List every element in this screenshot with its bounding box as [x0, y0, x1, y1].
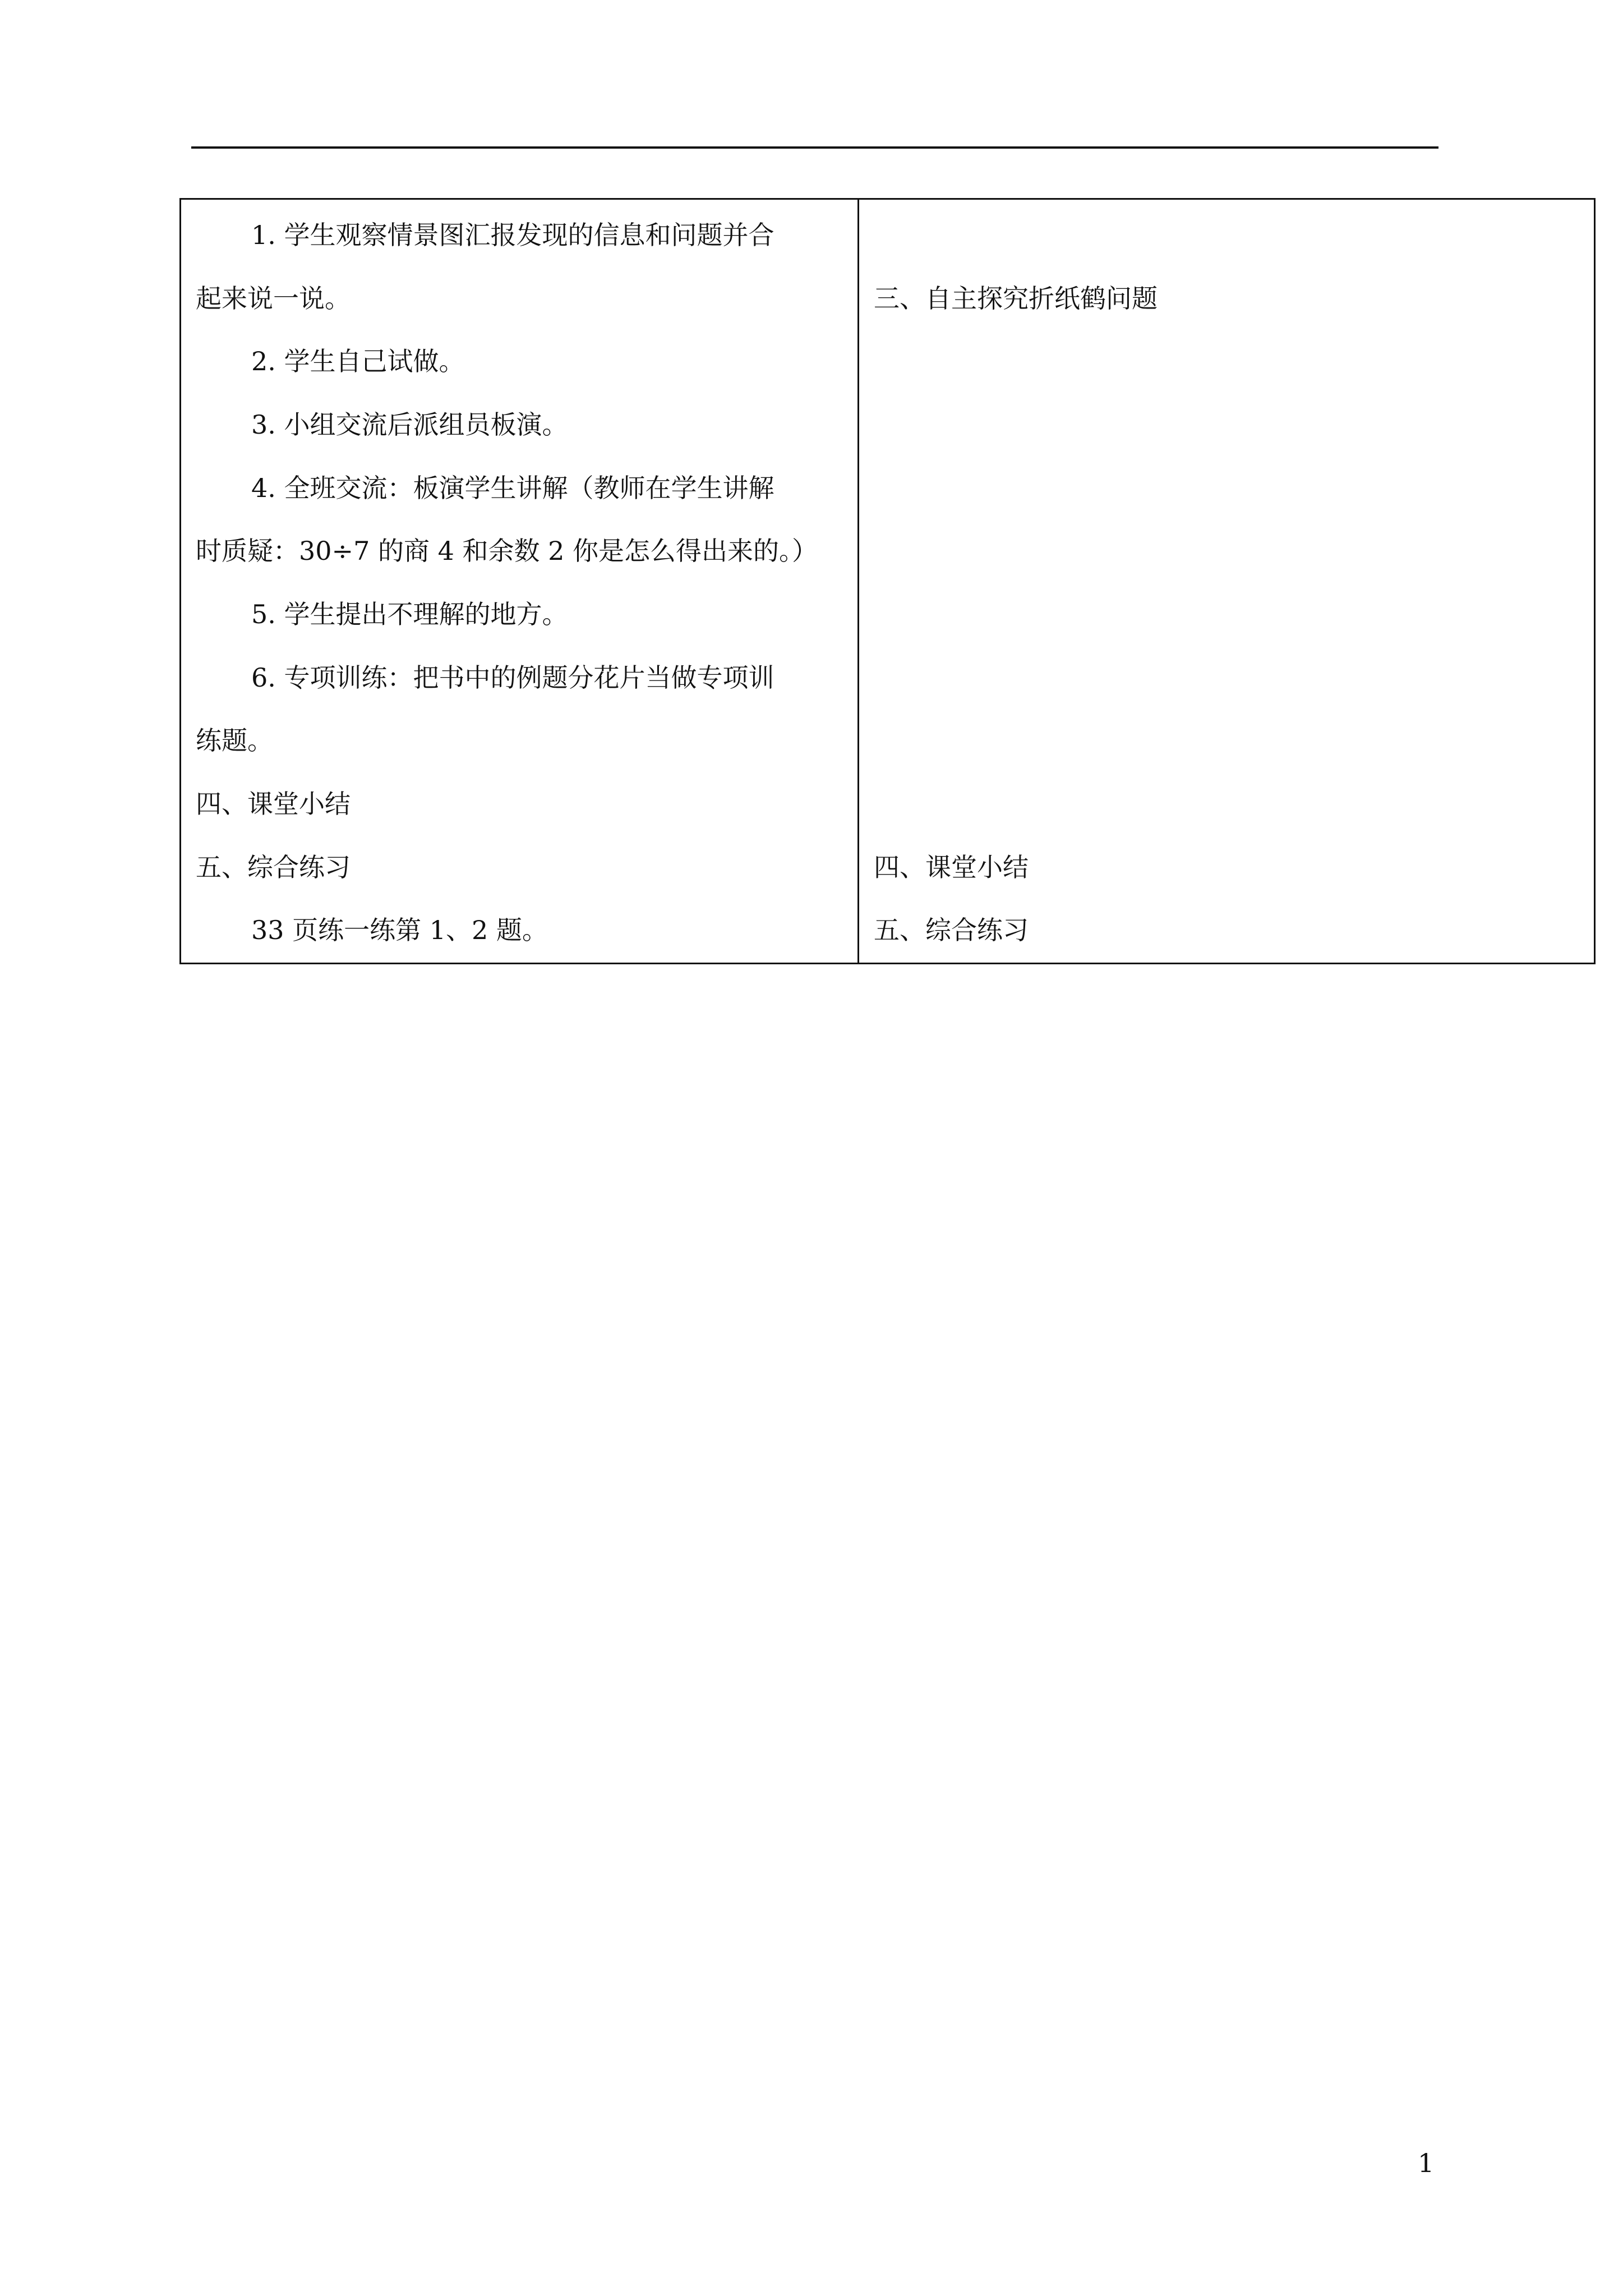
lesson-plan-table: [179, 198, 1596, 964]
section-summary-heading: 四、课堂小结: [196, 789, 351, 819]
section-summary-heading-right: 四、课堂小结: [874, 852, 1029, 882]
section-explore-heading: 三、自主探究折纸鹤问题: [874, 283, 1158, 314]
step-6-line-2: 练题。: [196, 725, 273, 756]
step-6-line-1: 6. 专项训练：把书中的例题分花片当做专项训: [251, 662, 774, 693]
step-4-line-1: 4. 全班交流：板演学生讲解（教师在学生讲解: [251, 473, 774, 503]
section-practice-heading-right: 五、综合练习: [874, 915, 1029, 945]
step-4-line-2: 时质疑：30÷7 的商 4 和余数 2 你是怎么得出来的。）: [196, 536, 818, 566]
header-rule: [191, 146, 1438, 149]
step-2: 2. 学生自己试做。: [251, 346, 465, 376]
step-3: 3. 小组交流后派组员板演。: [251, 409, 568, 440]
column-divider: [857, 200, 859, 963]
step-5: 5. 学生提出不理解的地方。: [251, 599, 568, 629]
step-1-line-1: 1. 学生观察情景图汇报发现的信息和问题并合: [251, 220, 774, 250]
page-number: 1: [1418, 2148, 1435, 2178]
section-practice-heading: 五、综合练习: [196, 852, 351, 882]
step-1-line-2: 起来说一说。: [196, 283, 351, 314]
practice-exercise: 33 页练一练第 1、2 题。: [251, 915, 548, 945]
